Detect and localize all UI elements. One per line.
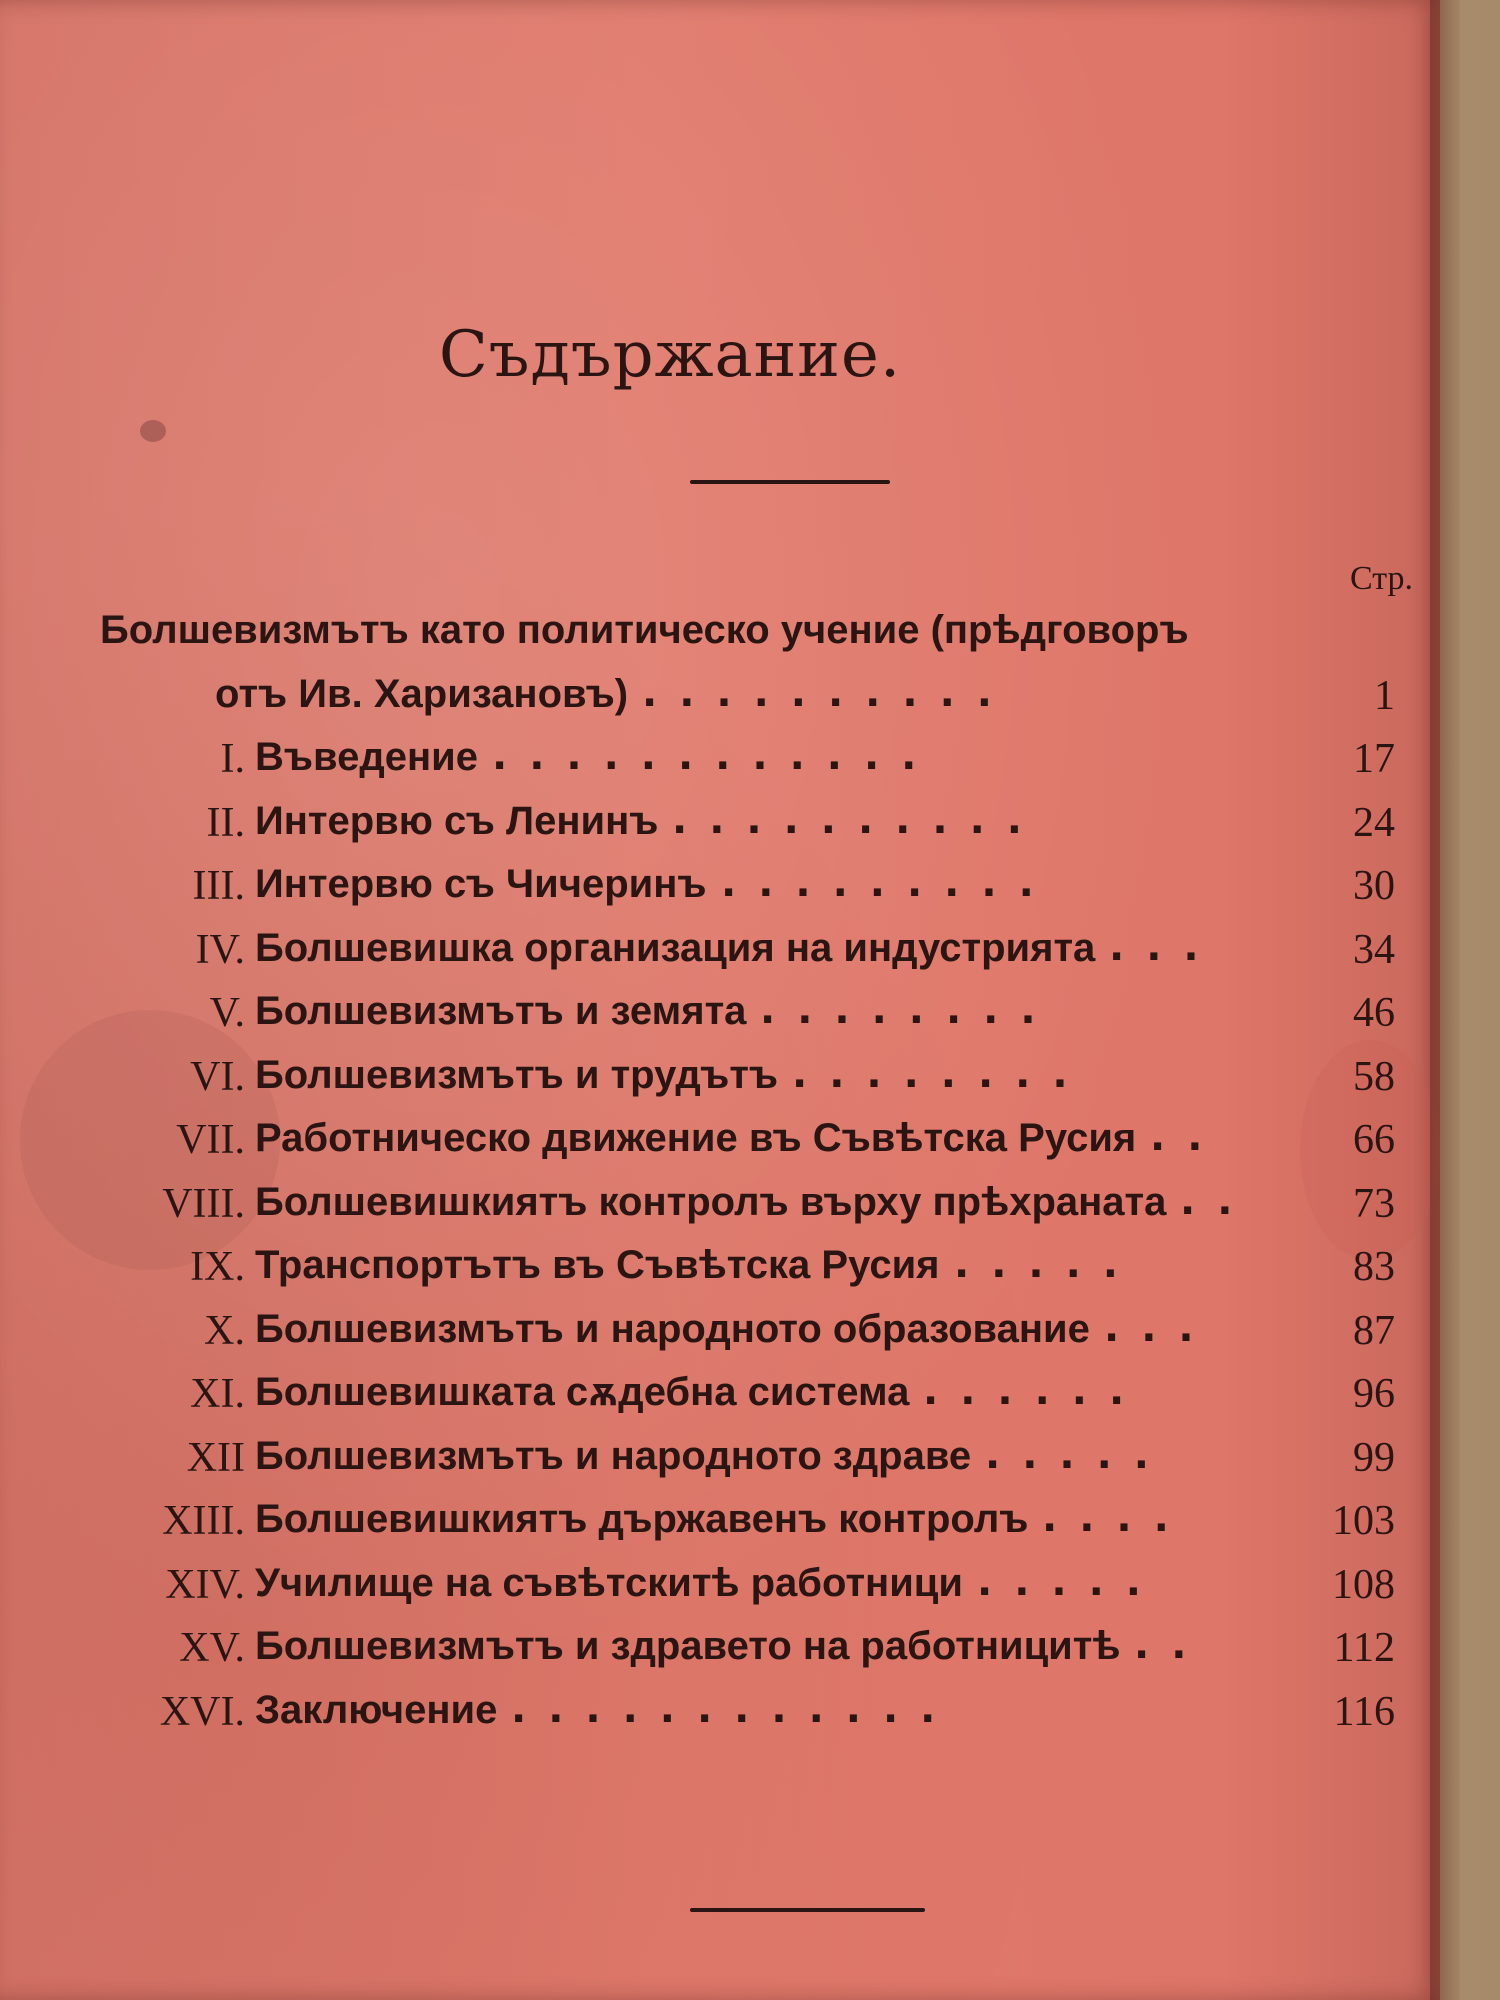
chapter-title: Болшевишка организация на индустрията — [255, 925, 1096, 970]
leader-dots: .......... — [672, 796, 1044, 843]
chapter-numeral: XVI. — [159, 1688, 245, 1735]
chapter-numeral: VIII. — [162, 1180, 245, 1227]
leader-dots: ........ — [760, 987, 1058, 1033]
leader-dots: ... — [1104, 1304, 1216, 1351]
leader-dots: ............ — [511, 1685, 958, 1732]
toc-page-number: 87 — [1353, 1307, 1395, 1354]
chapter-numeral: XI. — [190, 1371, 245, 1417]
toc-page-number: 96 — [1353, 1371, 1395, 1417]
chapter-title: Болшевишката сѫдебна система — [255, 1370, 910, 1414]
page-title: Съдържание. — [438, 318, 902, 392]
leader-dots: .. — [1180, 1177, 1255, 1224]
toc-intro-line2 — [0, 664, 1440, 728]
chapter-title: Болшевизмътъ и трудътъ — [255, 1052, 779, 1097]
page-edge — [1430, 0, 1460, 2000]
toc-entry — [0, 1362, 1440, 1426]
leader-dots: ..... — [985, 1431, 1171, 1478]
toc-page-number: 17 — [1353, 736, 1395, 782]
toc-page-number: 1 — [1374, 672, 1395, 719]
chapter-title: Транспортътъ въ Съвѣтска Русия — [255, 1243, 940, 1287]
toc-page-number: 66 — [1353, 1117, 1395, 1163]
chapter-numeral: XII — [186, 1434, 245, 1481]
leader-dots: ........ — [792, 1050, 1090, 1097]
toc-page-number: 116 — [1333, 1688, 1395, 1735]
toc-page-number: 103 — [1332, 1498, 1395, 1544]
toc-page-number: 30 — [1353, 863, 1395, 909]
chapter-title: Болшевизмътъ и земята — [255, 989, 747, 1033]
leader-dots: ......... — [721, 860, 1056, 906]
chapter-numeral: II. — [206, 799, 245, 846]
toc-page-number: 73 — [1353, 1180, 1395, 1227]
toc-entry — [0, 854, 1440, 918]
leader-dots: .......... — [642, 669, 1014, 716]
toc-entry — [0, 727, 1440, 791]
bottom-divider — [690, 1908, 925, 1912]
leader-dots: ..... — [977, 1558, 1163, 1605]
chapter-numeral: XIV. — [165, 1561, 245, 1608]
toc-entry — [0, 1045, 1440, 1109]
toc-page-number: 108 — [1332, 1561, 1395, 1608]
chapter-title: Интервю съ Чичеринъ — [255, 862, 707, 906]
chapter-numeral: VII. — [176, 1117, 245, 1163]
toc-entry — [0, 981, 1440, 1045]
toc-intro-title-line1: Болшевизмътъ като политическо учение (прѣдговоръ — [100, 608, 1189, 652]
toc-entry — [0, 1489, 1440, 1553]
chapter-numeral: VI. — [190, 1053, 245, 1100]
chapter-numeral: I. — [220, 736, 245, 782]
chapter-numeral: IV. — [195, 926, 245, 973]
toc-entry — [0, 1299, 1440, 1363]
toc-entry — [0, 1553, 1440, 1617]
chapter-title: Работническо движение въ Съвѣтска Русия — [255, 1116, 1137, 1160]
toc-entry — [0, 791, 1440, 855]
title-divider — [690, 480, 890, 484]
toc-intro-line1 — [0, 600, 1440, 664]
toc-entry — [0, 1616, 1440, 1680]
toc-entry — [0, 1680, 1440, 1744]
leader-dots: .... — [1042, 1495, 1191, 1541]
leader-dots: .. — [1134, 1622, 1209, 1668]
leader-dots: ..... — [954, 1241, 1140, 1287]
chapter-numeral: V. — [209, 990, 245, 1036]
leader-dots: ............ — [492, 733, 939, 779]
chapter-numeral: III. — [192, 863, 245, 909]
chapter-title: Интервю съ Ленинъ — [255, 798, 659, 843]
chapter-numeral: IX. — [190, 1244, 245, 1290]
toc-page-number: 83 — [1353, 1244, 1395, 1290]
leader-dots: ... — [1109, 923, 1221, 970]
page-column-label: Стр. — [1350, 560, 1414, 597]
leader-dots: .. — [1150, 1114, 1225, 1160]
chapter-title: Болшевизмътъ и народното здраве — [255, 1433, 972, 1478]
chapter-numeral: X. — [204, 1307, 245, 1354]
paper-stain — [140, 420, 166, 442]
toc-page-number: 46 — [1353, 990, 1395, 1036]
chapter-title: Болшевизмътъ и народното образование — [255, 1306, 1090, 1351]
chapter-title: Училище на съвѣтскитѣ работници — [255, 1560, 963, 1605]
chapter-numeral: XV. — [179, 1625, 245, 1671]
toc-page-number: 99 — [1353, 1434, 1395, 1481]
toc-page-number: 58 — [1353, 1053, 1395, 1100]
chapter-title: Въведение — [255, 735, 478, 779]
toc-entry — [0, 918, 1440, 982]
chapter-title: Болшевишкиятъ контролъ върху прѣхраната — [255, 1179, 1167, 1224]
table-of-contents — [0, 600, 1440, 1743]
leader-dots: ...... — [923, 1368, 1147, 1414]
toc-intro-title-line2: отъ Ив. Харизановъ) — [215, 671, 629, 716]
toc-page-number: 112 — [1333, 1625, 1395, 1671]
chapter-title: Болшевизмътъ и здравето на работницитѣ — [255, 1624, 1121, 1668]
toc-entry — [0, 1108, 1440, 1172]
toc-page-number: 24 — [1353, 799, 1395, 846]
chapter-numeral: XIII. — [162, 1498, 245, 1544]
chapter-title: Болшевишкиятъ държавенъ контролъ — [255, 1497, 1029, 1541]
toc-page-number: 34 — [1353, 926, 1395, 973]
toc-entry — [0, 1235, 1440, 1299]
toc-entry — [0, 1426, 1440, 1490]
chapter-title: Заключение — [255, 1687, 498, 1732]
toc-entry — [0, 1172, 1440, 1236]
